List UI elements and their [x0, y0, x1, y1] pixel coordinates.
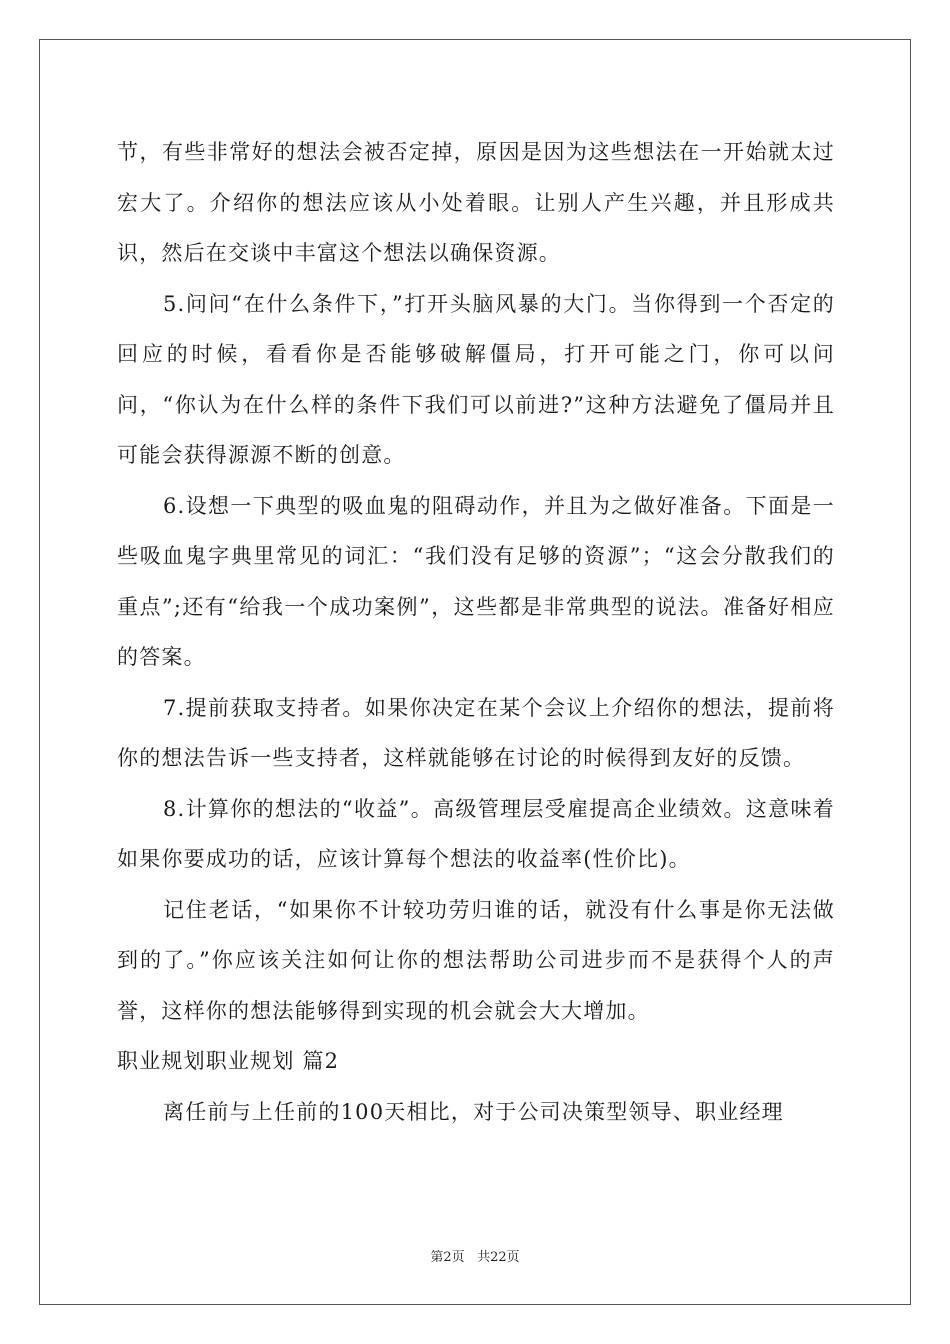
section-heading: 职业规划职业规划 篇2 — [117, 1049, 340, 1073]
paragraph-item-6: 6.设想一下典型的吸血鬼的阻碍动作，并且为之做好准备。下面是一些吸血鬼字典里常见的词汇：“我们没有足够的资源”；“这会分散我们的重点”;还有“给我一个成功案例”，这些都是非常典型的说法。准备好相应的答案。 — [117, 493, 835, 669]
page-footer — [0, 1246, 950, 1265]
page-number: 第2页 — [430, 1250, 465, 1265]
paragraph-item-7: 7.提前获取支持者。如果你决定在某个会议上介绍你的想法，提前将你的想法告诉一些支持者，这样就能够在讨论的时候得到友好的反馈。 — [117, 695, 835, 770]
paragraph-section-2-start: 离任前与上任前的100天相比，对于公司决策型领导、职业经理 — [163, 1099, 784, 1124]
page-total: 共22页 — [477, 1250, 520, 1265]
paragraph-item-8: 8.计算你的想法的“收益”。高级管理层受雇提高企业绩效。这意味着如果你要成功的话，应该计算每个想法的收益率(性价比)。 — [117, 796, 835, 871]
paragraph-item-5: 5.问问“在什么条件下，”打开头脑风暴的大门。当你得到一个否定的回应的时候，看看你是否能够破解僵局，打开可能之门，你可以问问，“你认为在什么样的条件下我们可以前进?”这种方法避免了僵局并且可能会获得源源不断的创意。 — [117, 291, 835, 467]
document-body — [117, 127, 835, 1137]
paragraph-continuation: 节，有些非常好的想法会被否定掉，原因是因为这些想法在一开始就太过宏大了。介绍你的想法应该从小处着眼。让别人产生兴趣，并且形成共识，然后在交谈中丰富这个想法以确保资源。 — [117, 140, 835, 265]
paragraph-closing: 记住老话，“如果你不计较功劳归谁的话，就没有什么事是你无法做到的了。”你应该关注如何让你的想法帮助公司进步而不是获得个人的声誉，这样你的想法能够得到实现的机会就会大大增加。 — [117, 897, 835, 1023]
